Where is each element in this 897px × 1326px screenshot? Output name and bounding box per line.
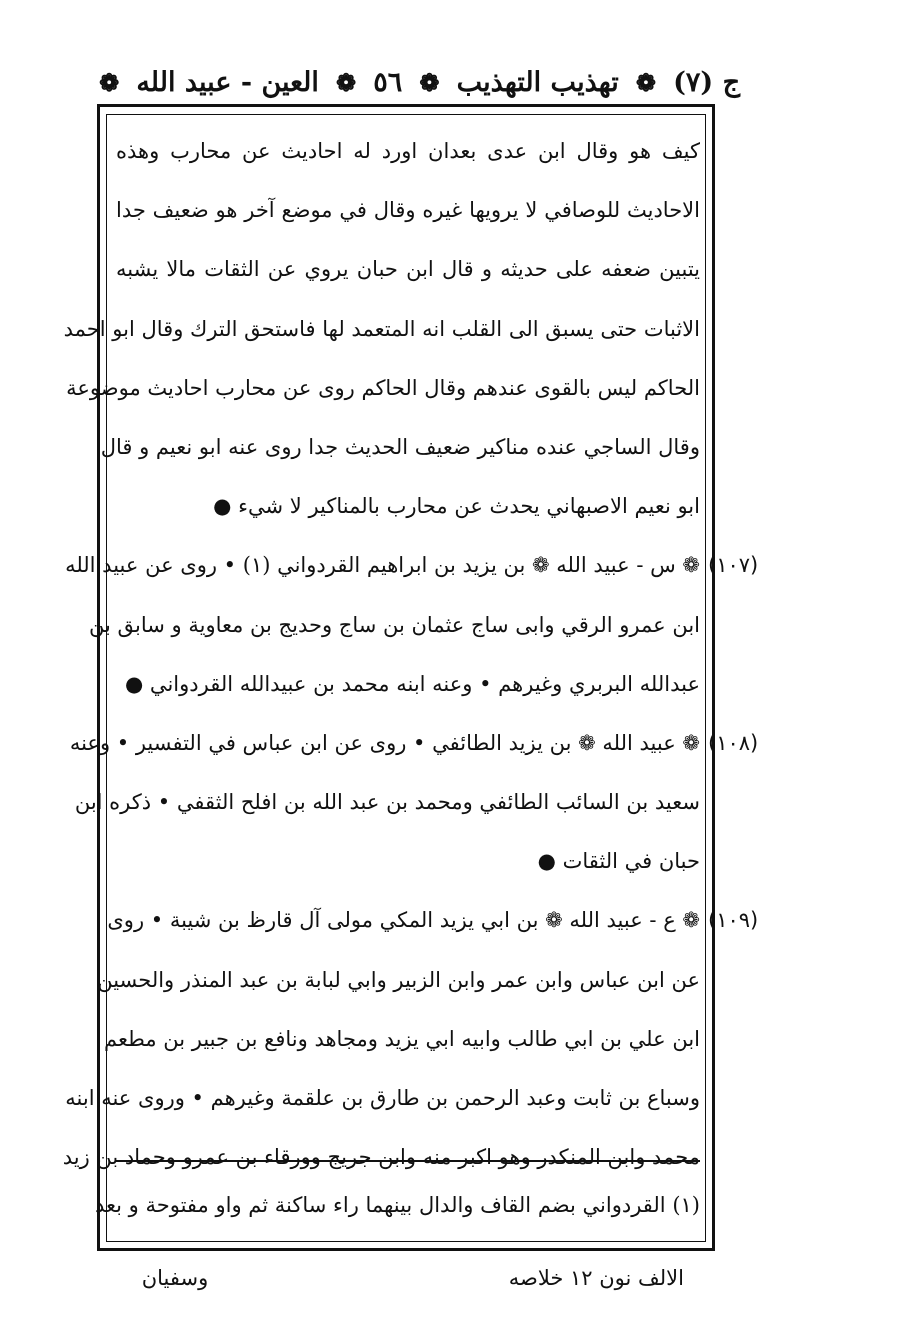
text-line: سعيد بن السائب الطائفي ومحمد بن عبد الله بن افلح الثقفي • ذكره ابن	[74, 790, 700, 815]
footnote-divider	[116, 1160, 700, 1162]
book-title: تهذيب التهذيب	[456, 66, 619, 98]
text-line: ابن علي بن ابي طالب وابيه ابي يزيد ومجاهد ونافع بن جبير بن مطعم	[104, 1026, 700, 1051]
entry-109-line: ❁ ع - عبيد الله ❁ بن ابي يزيد المكي مولى آل قارظ بن شيبة • روى	[107, 908, 700, 933]
running-header	[95, 58, 740, 106]
text-line: وسباع بن ثابت وعبد الرحمن بن طارق بن علقمة وغيرهم • وروى عنه ابنه	[65, 1086, 700, 1110]
main-text-block	[62, 122, 700, 1187]
section-title: العين - عبيد الله	[136, 66, 319, 98]
text-line: الحاكم ليس بالقوى عندهم وقال الحاكم روى عن محارب احاديث موضوعة	[66, 375, 700, 400]
volume-label: ج (٧)	[673, 66, 740, 98]
text-line: وقال الساجي عنده مناكير ضعيف الحديث جدا روى عنه ابو نعيم و قال	[100, 434, 700, 459]
text-line: الاحاديث للوصافي لا يرويها غيره وقال في موضع آخر هو ضعيف جدا	[116, 198, 700, 223]
bottom-note: الالف نون ١٢ خلاصه	[508, 1266, 684, 1290]
header-ornament-icon: ❁	[635, 67, 656, 97]
text-line: يتبين ضعفه على حديثه و قال ابن حبان يروي عن الثقات مالا يشبه	[116, 257, 700, 282]
text-line: حبان في الثقات ●	[537, 849, 700, 874]
entry-number-109: (١٠٩)	[708, 908, 759, 932]
entry-number-107: (١٠٧)	[708, 553, 759, 577]
header-ornament-icon: ❁	[336, 67, 357, 97]
page-number: ٥٦	[373, 66, 403, 98]
text-line: عن ابن عباس وابن عمر وابن الزبير وابي لبابة بن عبد المنذر والحسين	[97, 967, 700, 992]
text-line: عبدالله البربري وغيرهم • وعنه ابنه محمد بن عبيدالله القردواني ●	[124, 671, 700, 696]
text-line: محمد وابن المنكدر وهو اكبر منه وابن جريج وورقاء بن عمرو وحماد بن زيد	[62, 1145, 700, 1170]
entry-107-line: ❁ س - عبيد الله ❁ بن يزيد بن ابراهيم القردواني (١) • روى عن عبيد الله	[65, 553, 700, 578]
entry-number-108: (١٠٨)	[708, 731, 759, 755]
catchword: وسفيان	[141, 1266, 209, 1290]
text-line: الاثبات حتى يسبق الى القلب انه المتعمد لها فاستحق الترك وقال ابو احمد	[63, 316, 700, 341]
text-line: ابن عمرو الرقي وابى ساج عثمان بن ساج وحديج بن معاوية و سابق بن	[88, 612, 700, 637]
header-ornament-icon: ❁	[99, 67, 120, 97]
text-line: كيف هو وقال ابن عدى بعدان اورد له احاديث عن محارب وهذه	[116, 139, 700, 163]
header-ornament-icon: ❁	[419, 67, 440, 97]
entry-108-line: ❁ عبيد الله ❁ بن يزيد الطائفي • روى عن ابن عباس في التفسير • وعنه	[69, 730, 700, 755]
footnote: (١) القردواني بضم القاف والدال بينهما راء ساكنة ثم واو مفتوحة و بعد	[95, 1193, 700, 1217]
text-line: ابو نعيم الاصبهاني يحدث عن محارب بالمناكير لا شيء ●	[213, 494, 700, 519]
